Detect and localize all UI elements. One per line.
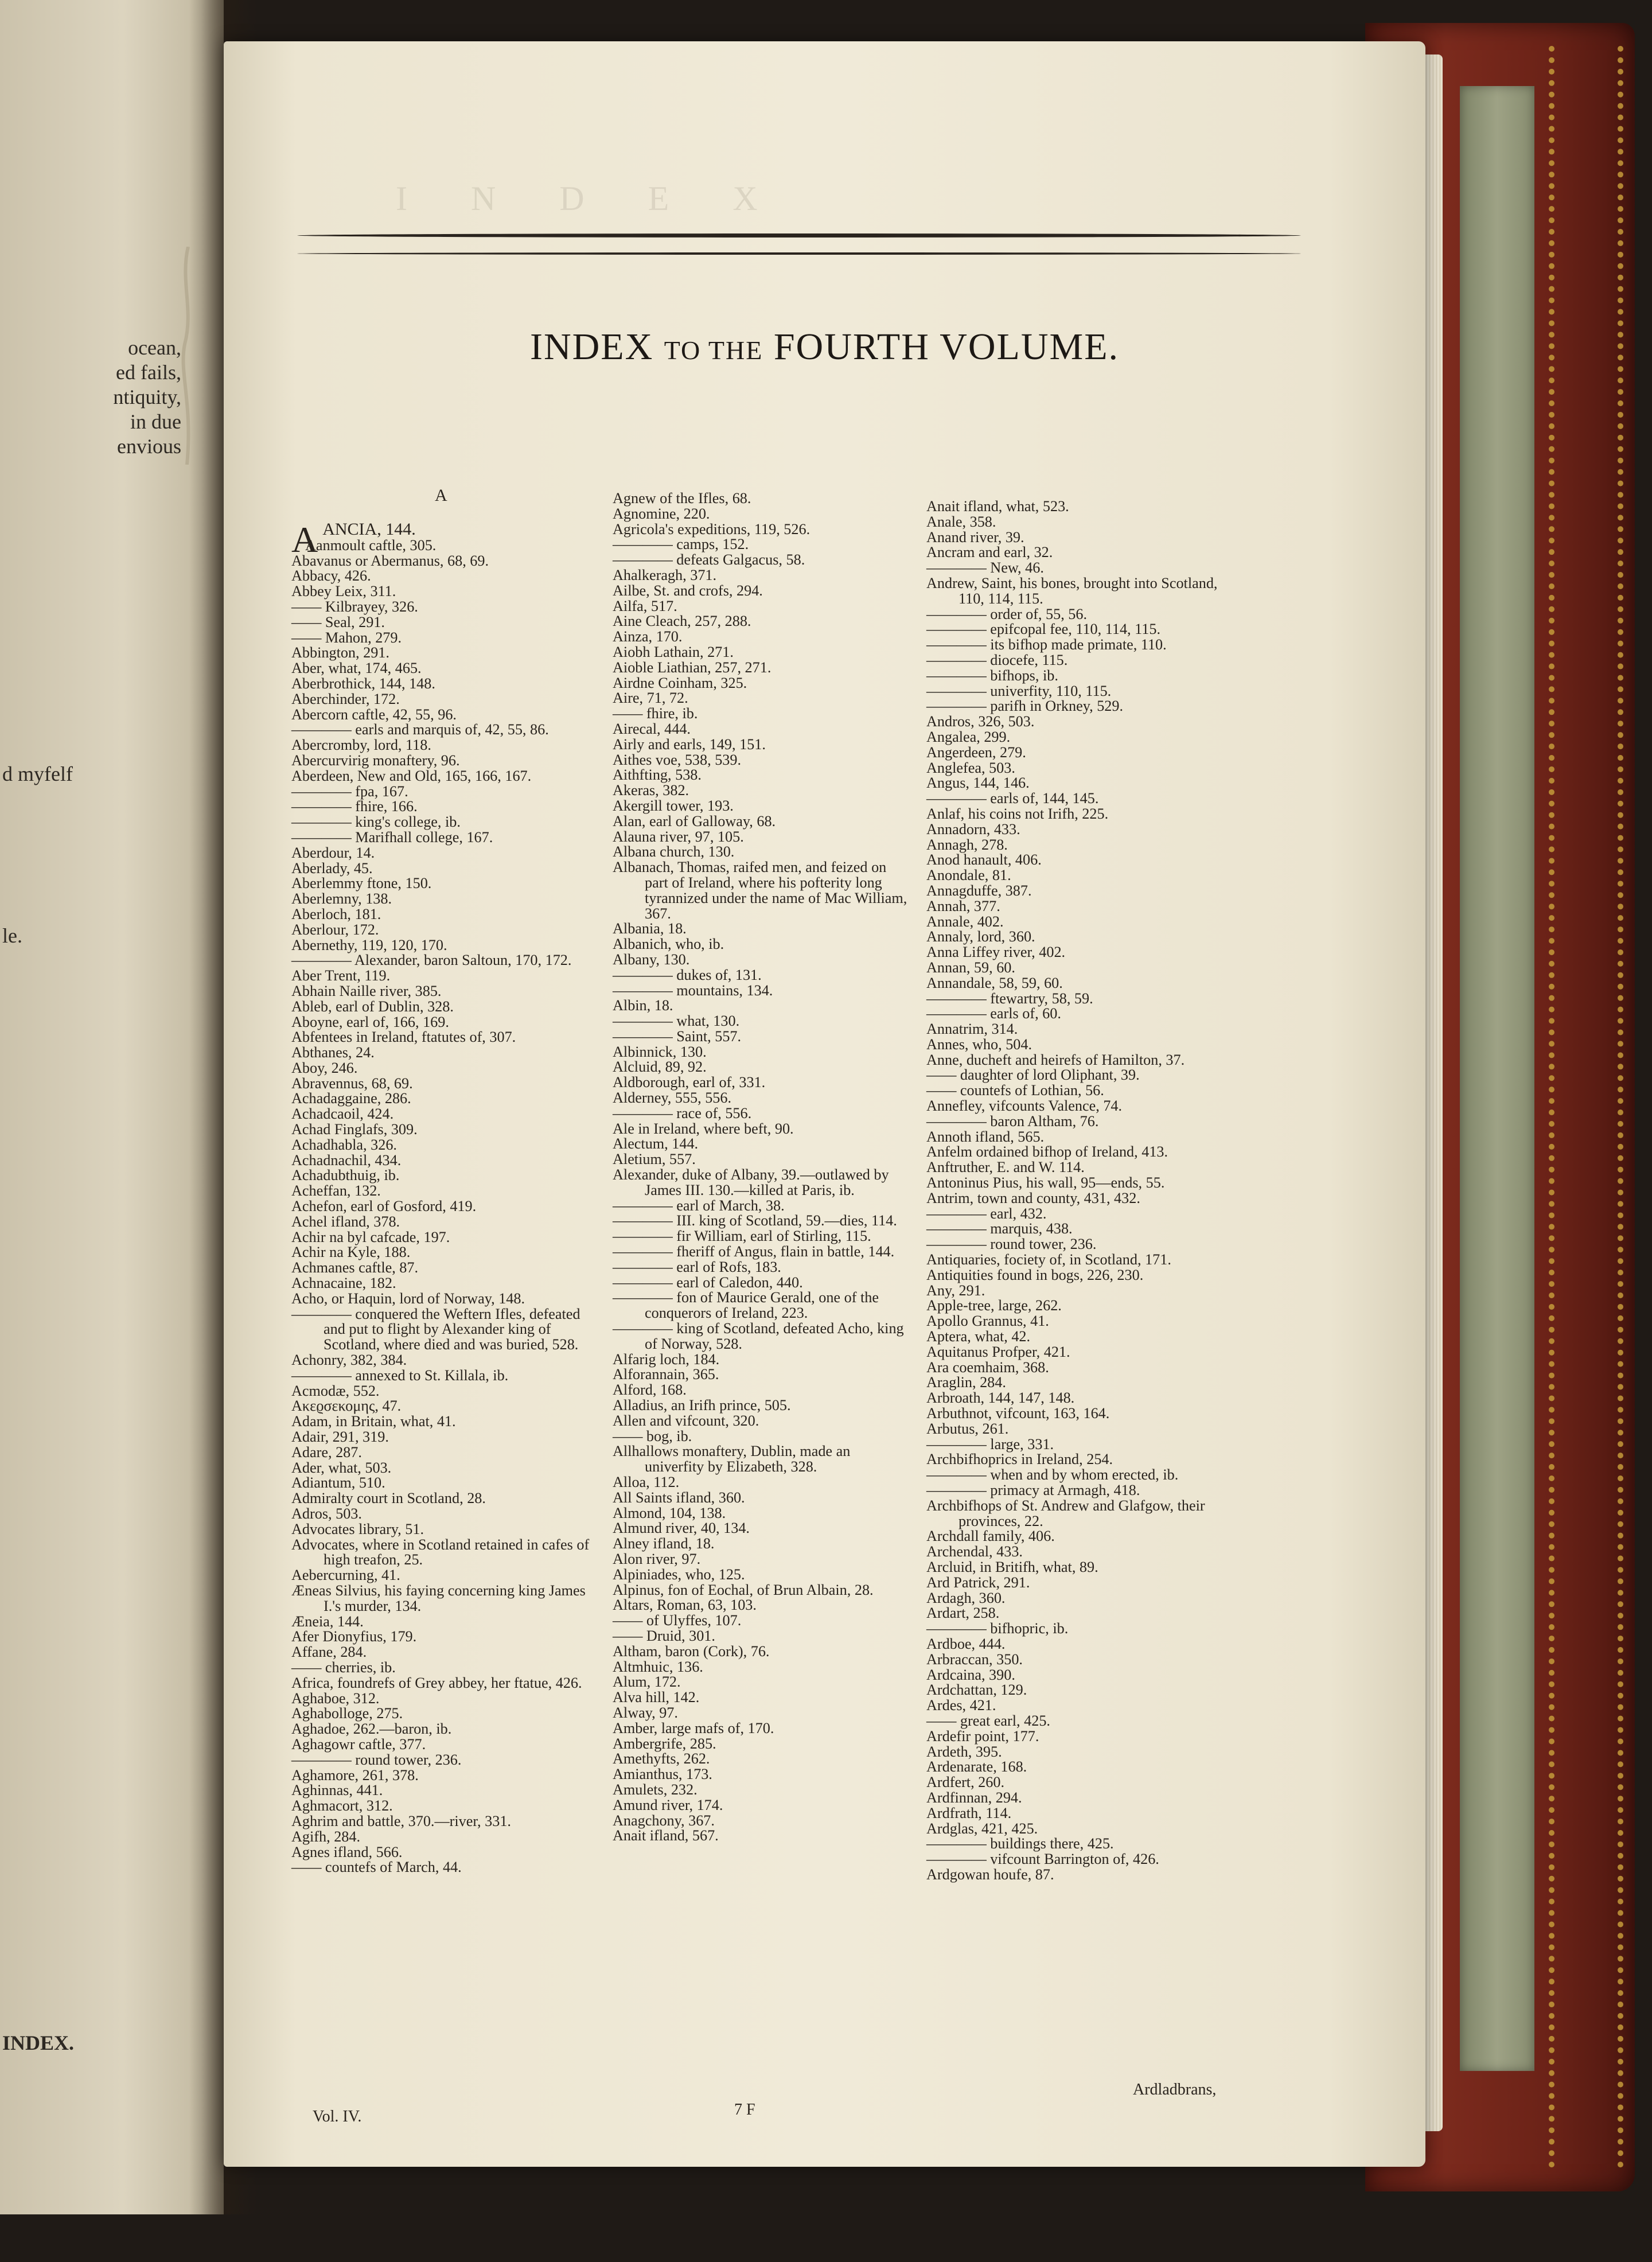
index-entry: Aberdour, 14. (291, 844, 375, 861)
index-entry: ———— New, 46. (926, 559, 1044, 577)
index-entry: Annan, 59, 60. (926, 959, 1015, 976)
index-entry: ———— defeats Galgacus, 58. (613, 551, 805, 569)
index-entry: Antiquities found in bogs, 226, 230. (926, 1266, 1144, 1283)
index-entry: ———— vifcount Barrington of, 426. (926, 1851, 1159, 1868)
index-entry: Aberchinder, 172. (291, 690, 400, 707)
index-entry: ———— Saint, 557. (613, 1027, 742, 1045)
left-page-fragment: in due (130, 410, 181, 433)
index-entry: Alectum, 144. (613, 1135, 699, 1153)
index-entry: Anfelm ordained bifhop of Ireland, 413. (926, 1143, 1168, 1161)
index-entry: Achel ifland, 378. (291, 1213, 400, 1230)
index-entry: Alfarig loch, 184. (613, 1350, 720, 1368)
index-entry: Albanich, who, ib. (613, 936, 724, 953)
index-entry: Abercurvirig monaftery, 96. (291, 752, 460, 769)
index-entry: Ader, what, 503. (291, 1459, 392, 1476)
index-entry: Angerdeen, 279. (926, 743, 1026, 761)
index-entry: Advocates, where in Scotland retained in cafes of high treafon, 25. (291, 1536, 590, 1568)
index-entry: Ard Patrick, 291. (926, 1574, 1030, 1591)
left-page-fragment: ocean, (128, 336, 181, 359)
index-entry: ———— large, 331. (926, 1435, 1054, 1453)
index-entry: Aebercurning, 41. (291, 1567, 400, 1584)
index-entry: Achir na Kyle, 188. (291, 1244, 411, 1261)
index-entry: ———— dukes of, 131. (613, 966, 762, 983)
index-entry: ———— Alexander, baron Saltoun, 170, 172. (291, 952, 572, 969)
index-entry: Achir na byl cafcade, 197. (291, 1228, 450, 1245)
index-entry: Achefon, earl of Gosford, 419. (291, 1198, 477, 1215)
index-entry: Achadubthuig, ib. (291, 1167, 400, 1184)
index-entry: —— cherries, ib. (291, 1658, 396, 1676)
index-entry: ———— what, 130. (613, 1013, 740, 1030)
index-entry: Aghrim and battle, 370.—river, 331. (291, 1812, 511, 1829)
index-entry: Acho, or Haquin, lord of Norway, 148. (291, 1290, 525, 1307)
index-entry: Albany, 130. (613, 951, 690, 968)
index-entry: Achadnachil, 434. (291, 1151, 402, 1169)
index-entry: Ailbe, St. and crofs, 294. (613, 582, 763, 599)
index-entry: Adam, in Britain, what, 41. (291, 1413, 456, 1430)
index-entry: Anand river, 39. (926, 528, 1024, 546)
index-entry: —— of Ulyffes, 107. (613, 1612, 742, 1629)
index-entry: Aghadoe, 262.—baron, ib. (291, 1720, 452, 1738)
index-entry: Agifh, 284. (291, 1828, 361, 1845)
index-entry: Ancram and earl, 32. (926, 544, 1053, 561)
index-entry: Alan, earl of Galloway, 68. (613, 812, 776, 830)
index-entry: Adros, 503. (291, 1505, 362, 1522)
index-entry: Aghinnas, 441. (291, 1782, 383, 1799)
index-entry: Annefley, vifcounts Valence, 74. (926, 1097, 1123, 1115)
index-entry: Aletium, 557. (613, 1151, 696, 1168)
index-entry: ———— fpa, 167. (291, 782, 408, 800)
index-entry: Ardboe, 444. (926, 1635, 1006, 1652)
index-entry: Abbington, 291. (291, 644, 389, 661)
index-entry: Annes, who, 504. (926, 1035, 1032, 1053)
left-page-fragment: ed fails, (116, 361, 181, 384)
index-entry: Almund river, 40, 134. (613, 1520, 750, 1537)
index-entry: Antrim, town and county, 431, 432. (926, 1189, 1140, 1206)
index-entry: Aberlady, 45. (291, 859, 373, 877)
index-entry: Alney ifland, 18. (613, 1535, 715, 1552)
left-page-fragment: ntiquity, (113, 386, 181, 408)
index-entry: —— Druid, 301. (613, 1627, 715, 1644)
index-entry: Anale, 358. (926, 513, 996, 530)
index-entry: Annaly, lord, 360. (926, 928, 1035, 945)
index-entry: Alexander, duke of Albany, 39.—outlawed by James III. 130.—killed at Paris, ib. (613, 1166, 889, 1198)
index-entry: —— countefs of March, 44. (291, 1859, 462, 1876)
index-entry: ———— marquis, 438. (926, 1220, 1073, 1237)
index-entry: Ardglas, 421, 425. (926, 1820, 1038, 1837)
index-entry: Anglefea, 503. (926, 759, 1015, 776)
index-entry: Aber Trent, 119. (291, 967, 391, 984)
index-entry: Annagduffe, 387. (926, 882, 1032, 899)
index-entry: ———— earl of March, 38. (613, 1197, 785, 1214)
index-entry: ———— round tower, 236. (291, 1751, 462, 1768)
index-entry: Achonry, 382, 384. (291, 1352, 407, 1369)
index-entry: Aberbrothick, 144, 148. (291, 675, 435, 692)
index-entry: ———— III. king of Scotland, 59.—dies, 114. (613, 1212, 897, 1229)
index-entry: Arcluid, in Britifh, what, 89. (926, 1558, 1098, 1575)
index-entry: Aioble Liathian, 257, 271. (613, 659, 772, 676)
drop-cap: A (291, 519, 318, 560)
index-entry: Ambergrife, 285. (613, 1735, 716, 1752)
index-entry: Araglin, 284. (926, 1374, 1006, 1391)
index-entry: Abavanus or Abermanus, 68, 69. (291, 552, 489, 569)
title-index: INDEX (529, 326, 654, 368)
index-entry: Alva hill, 142. (613, 1689, 700, 1706)
index-entry: Airdne Coinham, 325. (613, 674, 747, 691)
index-entry: Achadhabla, 326. (291, 1136, 397, 1153)
index-entry: Ainza, 170. (613, 628, 683, 645)
index-entry: Aboyne, earl of, 166, 169. (291, 1013, 449, 1030)
signature-mark: 7 F (734, 2101, 755, 2119)
index-entry: —— Kilbrayey, 326. (291, 598, 418, 615)
index-entry: —— Seal, 291. (291, 613, 385, 630)
index-entry: ———— fon of Maurice Gerald, one of the conquerors of Ireland, 223. (613, 1289, 879, 1322)
gilt-border-ornament (1549, 46, 1623, 2168)
index-entry: Anne, ducheft and heirefs of Hamilton, 37. (926, 1051, 1185, 1068)
index-entry: ———— ftewartry, 58, 59. (926, 990, 1093, 1007)
index-entry: Ardefir point, 177. (926, 1727, 1039, 1745)
index-entry: Advocates library, 51. (291, 1520, 424, 1537)
index-entry: Æneia, 144. (291, 1613, 364, 1630)
index-entry: Arbroath, 144, 147, 148. (926, 1389, 1075, 1407)
index-entry: Allen and vifcount, 320. (613, 1412, 759, 1429)
index-entry: Albania, 18. (613, 920, 687, 937)
left-page-fragment: d myfelf (2, 762, 73, 785)
index-entry: Admiralty court in Scotland, 28. (291, 1490, 486, 1507)
index-entry: Alum, 172. (613, 1673, 681, 1691)
index-entry: Achadaggaine, 286. (291, 1090, 411, 1107)
index-entry: ———— earl, 432. (926, 1205, 1047, 1222)
index-entry: Aquitanus Profper, 421. (926, 1343, 1070, 1360)
index-entry: Ardfrath, 114. (926, 1804, 1012, 1821)
index-entry: ———— fhire, 166. (291, 798, 418, 815)
index-entry: Altars, Roman, 63, 103. (613, 1597, 757, 1614)
index-entry: Alladius, an Irifh prince, 505. (613, 1397, 791, 1414)
index-entry: ———— bifhopric, ib. (926, 1620, 1069, 1637)
index-entry: Any, 291. (926, 1282, 985, 1299)
index-column-2 (613, 491, 912, 1844)
index-entry: Annale, 402. (926, 913, 1004, 930)
index-entry: Annandale, 58, 59, 60. (926, 974, 1063, 991)
index-entry: Amulets, 232. (613, 1781, 698, 1798)
index-entry: Anondale, 81. (926, 867, 1011, 884)
index-entry: ———— camps, 152. (613, 536, 749, 553)
index-entry: —— great earl, 425. (926, 1712, 1050, 1729)
index-entry: Ardcaina, 390. (926, 1666, 1015, 1683)
index-entry: Anait ifland, what, 523. (926, 498, 1069, 515)
index-entry: Alpiniades, who, 125. (613, 1566, 745, 1583)
index-entry: ———— annexed to St. Killala, ib. (291, 1366, 509, 1384)
title-rule-thin (297, 252, 1301, 255)
index-entry: ———— epifcopal fee, 110, 114, 115. (926, 621, 1160, 638)
index-entry: Aberlemny, 138. (291, 890, 392, 908)
index-entry: —— bog, ib. (613, 1427, 692, 1445)
index-entry: Aanmoult caftle, 305. (305, 536, 437, 554)
index-entry: Aldborough, earl of, 331. (613, 1074, 766, 1091)
index-entry: Archdall family, 406. (926, 1528, 1055, 1545)
index-entry: ———— race of, 556. (613, 1104, 752, 1122)
index-entry: Aboy, 246. (291, 1059, 358, 1076)
index-entry: Andros, 326, 503. (926, 713, 1035, 730)
index-entry: Ahalkeragh, 371. (613, 566, 717, 583)
index-entry: ———— primacy at Armagh, 418. (926, 1482, 1140, 1498)
index-entry: Airly and earls, 149, 151. (613, 735, 766, 753)
index-entry: Aghabolloge, 275. (291, 1705, 403, 1722)
index-entry: ———— its bifhop made primate, 110. (926, 636, 1167, 653)
index-entry: Apple-tree, large, 262. (926, 1297, 1062, 1314)
index-entry: Aire, 71, 72. (613, 690, 688, 707)
index-entry: Ardfert, 260. (926, 1774, 1004, 1791)
index-entry: ———— earl of Rofs, 183. (613, 1258, 781, 1275)
index-entry: Agnes ifland, 566. (291, 1843, 403, 1860)
index-entry: Abbacy, 426. (291, 567, 371, 585)
section-letter: A (435, 486, 447, 505)
index-entry: Altmhuic, 136. (613, 1658, 703, 1675)
index-entry: Amber, large mafs of, 170. (613, 1719, 774, 1737)
index-page (224, 41, 1425, 2167)
index-entry: Adiantum, 510. (291, 1474, 385, 1492)
index-entry: ———— earl of Caledon, 440. (613, 1274, 803, 1291)
index-entry: —— Mahon, 279. (291, 629, 402, 646)
index-entry: Alforannain, 365. (613, 1366, 719, 1383)
index-entry: Aberloch, 181. (291, 905, 381, 922)
index-entry: ———— king of Scotland, defeated Acho, king of Norway, 528. (613, 1320, 904, 1352)
index-entry: Aber, what, 174, 465. (291, 660, 422, 677)
index-entry: Antiquaries, fociety of, in Scotland, 171. (926, 1251, 1171, 1268)
index-entry: Altham, baron (Cork), 76. (613, 1642, 770, 1660)
index-entry: Aithfting, 538. (613, 766, 702, 784)
index-entry: Ara coemhaim, 368. (926, 1358, 1049, 1376)
index-entry: Anod hanault, 406. (926, 851, 1042, 869)
index-entry: Abravennus, 68, 69. (291, 1074, 413, 1092)
index-entry: Aghamore, 261, 378. (291, 1766, 419, 1784)
index-entry: ———— parifh in Orkney, 529. (926, 698, 1124, 715)
index-entry: Anftruther, E. and W. 114. (926, 1159, 1085, 1176)
index-entry: Archendal, 433. (926, 1543, 1023, 1560)
index-entry: ———— Marifhall college, 167. (291, 828, 493, 846)
index-entry: Africa, foundrefs of Grey abbey, her ftatue, 426. (291, 1674, 582, 1691)
index-entry: Abercromby, lord, 118. (291, 737, 431, 754)
index-column-3 (926, 499, 1226, 1883)
index-entry: Arbutus, 261. (926, 1420, 1009, 1437)
left-page-fragment: le. (2, 924, 22, 947)
index-entry: ———— mountains, 134. (613, 982, 773, 999)
title-to-the: TO THE (664, 336, 763, 365)
index-entry: ———— fheriff of Angus, flain in battle, 144. (613, 1243, 895, 1260)
index-entry: Aithes voe, 538, 539. (613, 751, 742, 768)
index-entry: Annadorn, 433. (926, 820, 1020, 838)
index-entry: Anagchony, 367. (613, 1812, 715, 1829)
index-entry: Anlaf, his coins not Irifh, 225. (926, 805, 1109, 822)
index-entry: Ardeth, 395. (926, 1743, 1002, 1760)
index-entry: Albanach, Thomas, raifed men, and feized on part of Ireland, where his pofterity long tyrannized under the name of Mac William, 367. (613, 859, 907, 922)
index-entry: Ableb, earl of Dublin, 328. (291, 998, 454, 1015)
index-entry: Ailfa, 517. (613, 597, 677, 614)
index-entry: Albin, 18. (613, 997, 673, 1014)
index-entry: Arbuthnot, vifcount, 163, 164. (926, 1405, 1110, 1422)
index-entry: Alway, 97. (613, 1704, 678, 1721)
index-entry: Alderney, 555, 556. (613, 1089, 732, 1107)
show-through-text: I N D E X (396, 180, 785, 217)
index-entry: Alon river, 97. (613, 1550, 701, 1567)
index-entry: Akergill tower, 193. (613, 797, 734, 814)
index-entry: Achad Finglafs, 309. (291, 1121, 418, 1138)
index-entry: Abhain Naille river, 385. (291, 982, 442, 999)
index-entry: Aghmacort, 312. (291, 1797, 393, 1815)
index-entry: Affane, 284. (291, 1644, 367, 1661)
index-entry: Achnacaine, 182. (291, 1275, 396, 1292)
index-entry: ———— when and by whom erected, ib. (926, 1466, 1179, 1484)
index-entry: Aine Cleach, 257, 288. (613, 613, 751, 630)
index-entry: Ardgowan houfe, 87. (926, 1866, 1054, 1883)
index-entry: Albana church, 130. (613, 843, 735, 861)
index-entry: Annah, 377. (926, 897, 1000, 914)
index-entry: Aiobh Lathain, 271. (613, 643, 734, 660)
left-page-catchword: INDEX. (2, 2031, 75, 2054)
marbled-endpaper (1460, 86, 1534, 2071)
index-entry: Achmanes caftle, 87. (291, 1259, 419, 1276)
index-entry: Abercorn caftle, 42, 55, 96. (291, 706, 457, 723)
index-entry: ———— conquered the Weftern Ifles, defeated and put to flight by Alexander king of Scotland, where died and was buried, 528. (291, 1305, 580, 1353)
index-entry: ———— univerfity, 110, 115. (926, 682, 1112, 699)
page-title (224, 325, 1425, 369)
index-entry: Angalea, 299. (926, 728, 1011, 745)
index-entry: Ardfinnan, 294. (926, 1789, 1022, 1806)
index-entry: Agnomine, 220. (613, 505, 710, 522)
index-entry: ———— earls of, 144, 145. (926, 790, 1099, 807)
index-entry: Anait ifland, 567. (613, 1827, 719, 1844)
index-entry: Agricola's expeditions, 119, 526. (613, 520, 811, 538)
index-entry: ———— king's college, ib. (291, 813, 461, 831)
index-entry: Abbey Leix, 311. (291, 583, 396, 600)
index-entry: Annagh, 278. (926, 836, 1008, 853)
index-entry: Ακεϱσεκομης, 47. (291, 1397, 402, 1415)
index-entry: ———— bifhops, ib. (926, 667, 1058, 684)
index-entry: ———— fir William, earl of Stirling, 115. (613, 1228, 871, 1245)
index-entry: Abfentees in Ireland, ftatutes of, 307. (291, 1029, 516, 1046)
index-entry: Adair, 291, 319. (291, 1428, 389, 1446)
index-entry: Airecal, 444. (613, 720, 691, 737)
first-entry-text: ANCIA, 144. (322, 520, 416, 539)
index-entry: ———— round tower, 236. (926, 1236, 1097, 1253)
index-entry: Agnew of the Ifles, 68. (613, 490, 751, 507)
index-entry: Aghaboe, 312. (291, 1689, 380, 1707)
index-entry: ———— diocefe, 115. (926, 651, 1068, 668)
index-entry: Amethyfts, 262. (613, 1750, 710, 1767)
index-entry: —— fhire, ib. (613, 705, 698, 722)
index-entry: Amund river, 174. (613, 1796, 723, 1813)
index-entry: Archbifhops of St. Andrew and Glafgow, their provinces, 22. (926, 1497, 1205, 1529)
index-entry: Archbifhoprics in Ireland, 254. (926, 1451, 1113, 1468)
index-entry: —— countefs of Lothian, 56. (926, 1082, 1104, 1099)
index-entry: Ardagh, 360. (926, 1589, 1006, 1606)
volume-footer: Vol. IV. (313, 2108, 362, 2125)
index-entry: Angus, 144, 146. (926, 774, 1030, 792)
index-entry: ———— earls and marquis of, 42, 55, 86. (291, 721, 549, 738)
index-entry: Aghagowr caftle, 377. (291, 1735, 426, 1753)
index-entry: Ardes, 421. (926, 1697, 996, 1714)
index-entry: ———— earls of, 60. (926, 1005, 1061, 1022)
index-entry: Aptera, what, 42. (926, 1328, 1031, 1345)
index-entry: Anna Liffey river, 402. (926, 944, 1066, 961)
index-entry: Afer Dionyfius, 179. (291, 1628, 417, 1645)
index-entry: Abthanes, 24. (291, 1044, 375, 1061)
index-entry: Aberlemmy ftone, 150. (291, 875, 432, 892)
index-entry: Almond, 104, 138. (613, 1504, 726, 1521)
index-entry: Ale in Ireland, where beft, 90. (613, 1120, 794, 1137)
index-entry: Albinnick, 130. (613, 1043, 707, 1060)
index-entry: Annatrim, 314. (926, 1021, 1018, 1038)
index-entry: Aberlour, 172. (291, 921, 379, 938)
index-entry: Akeras, 382. (613, 782, 689, 799)
index-entry: Ardchattan, 129. (926, 1681, 1027, 1699)
index-entry: Alauna river, 97, 105. (613, 828, 744, 845)
index-entry: ———— buildings there, 425. (926, 1835, 1114, 1852)
index-entry: —— daughter of lord Oliphant, 39. (926, 1066, 1140, 1084)
index-entry: Alcluid, 89, 92. (613, 1058, 707, 1076)
index-entry: Acheffan, 132. (291, 1182, 381, 1200)
index-column-1 (291, 489, 594, 1875)
binding-thread (177, 247, 197, 465)
index-entry: All Saints ifland, 360. (613, 1489, 745, 1506)
index-entry: Annoth ifland, 565. (926, 1128, 1045, 1145)
index-entry: Amianthus, 173. (613, 1766, 712, 1783)
index-entry: Achadcaoil, 424. (291, 1105, 394, 1123)
index-entry: Andrew, Saint, his bones, brought into Scotland, 110, 114, 115. (926, 574, 1218, 607)
index-entry: Alford, 168. (613, 1381, 687, 1399)
index-entry: Aberdeen, New and Old, 165, 166, 167. (291, 767, 532, 784)
index-entry: Arbraccan, 350. (926, 1650, 1023, 1668)
index-entry: Allhallows monaftery, Dublin, made an univerfity by Elizabeth, 328. (613, 1443, 851, 1475)
index-entry: ———— order of, 55, 56. (926, 605, 1088, 622)
index-entry: Adare, 287. (291, 1443, 362, 1461)
index-entry: Antoninus Pius, his wall, 95—ends, 55. (926, 1174, 1165, 1192)
index-entry: Apollo Grannus, 41. (926, 1313, 1049, 1330)
index-entry: Æneas Silvius, his faying concerning king James I.'s murder, 134. (291, 1582, 586, 1614)
catchword: Ardladbrans, (1133, 2081, 1217, 2099)
index-entry: ———— baron Altham, 76. (926, 1112, 1099, 1130)
index-entry: Ardart, 258. (926, 1605, 1000, 1622)
index-entry: Ardenarate, 168. (926, 1758, 1027, 1776)
title-fourth-volume: FOURTH VOLUME. (773, 326, 1120, 368)
index-entry: Acmodæ, 552. (291, 1382, 380, 1399)
index-entry: Alpinus, fon of Eochal, of Brun Albain, 28. (613, 1581, 874, 1598)
left-page-fragment: envious (117, 435, 181, 458)
index-entry: Alloa, 112. (613, 1474, 680, 1490)
index-entry: Abernethy, 119, 120, 170. (291, 936, 447, 953)
title-rule-thick (297, 233, 1301, 238)
